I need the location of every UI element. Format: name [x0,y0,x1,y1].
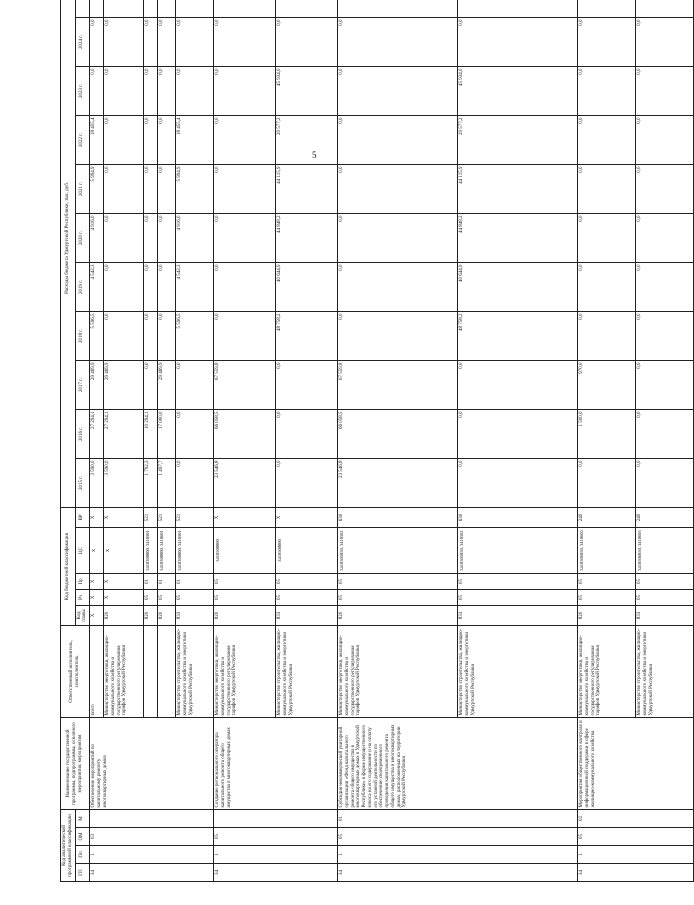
pr-cell: 05 [338,573,458,589]
pr-cell: 05 [578,573,636,589]
responsible-cell: Министерство строительства, жилищно-коммунального хозяйства и энергетики Удмуртской Республики [276,625,338,717]
program-name-cell: Создание регионального оператора капитального ремонта общего имущества в многоквартирных домах [214,717,338,809]
amount-cell: 0,0 [144,66,158,115]
amount-cell: 3 590,0 [104,458,144,507]
year-header: 2020 г. [75,213,90,262]
om-cell: 05 [214,828,338,846]
amount-cell: 0,0 [90,66,104,115]
amount-cell: 0,0 [90,17,104,66]
amount-cell: 0,0 [158,164,176,213]
amount-cell: 0,0 [636,164,694,213]
amount-cell: 45 934,0 [276,66,338,115]
amount-cell: 29 577,2 [276,115,338,164]
vr-cell: 521 [176,507,214,527]
amount-cell: 4 542,3 [90,262,104,311]
amount-cell: 5 596,5 [90,311,104,360]
amount-cell: 0,0 [104,115,144,164]
cs-cell: X [90,527,104,573]
cs-cell: 3410505050, 3410581 [458,527,578,573]
amount-cell [176,0,214,17]
responsible-cell [158,625,176,717]
pr-cell: X [90,573,104,589]
pr-cell: X [104,573,144,589]
vr-cell: 240 [636,507,694,527]
amount-cell: 970,0 [578,360,636,409]
amount-cell: 27 294,1 [104,409,144,458]
amount-cell: 0,0 [458,360,578,409]
amount-cell: 10 294,1 [144,409,158,458]
year-header [75,0,90,17]
amount-cell: 0,0 [338,66,458,115]
grbs-cell: 820 [338,605,458,625]
table-body [90,0,694,882]
amount-cell: 1 500,0 [578,409,636,458]
year-header: 2024 г. [75,17,90,66]
amount-cell: 0,0 [276,360,338,409]
pp-header: Пп [75,846,90,864]
grbs-cell: 833 [176,605,214,625]
amount-cell: 0,0 [636,262,694,311]
cs-cell: 3410300000, 3410601 [158,527,176,573]
amount-cell: 0,0 [636,213,694,262]
table-row [214,0,276,882]
amount-cell: 67 559,8 [338,360,458,409]
pr-cell: 05 [458,573,578,589]
year-header: 2022 г. [75,115,90,164]
gp-cell: 34 [90,864,214,882]
amount-cell [104,0,144,17]
amount-cell: 0,0 [636,458,694,507]
amount-cell: 44 115,9 [276,164,338,213]
vr-cell: X [214,507,276,527]
amount-cell: 48 758,2 [458,311,578,360]
rotated-table-sheet [60,19,654,882]
year-header: 2019 г. [75,262,90,311]
rz-cell: 05 [578,589,636,605]
amount-cell: 5 596,5 [176,311,214,360]
amount-cell: 0,0 [636,409,694,458]
amount-cell: 0,0 [636,17,694,66]
amount-cell: 29 469,9 [104,360,144,409]
gp-header: ГП [75,864,90,882]
responsible-cell: Министерство строительства, жилищно-коммунального хозяйства и энергетики Удмуртской Республики [458,625,578,717]
cs-cell: 3410300000, 3410501 [144,527,158,573]
amount-cell: 0,0 [176,17,214,66]
amount-cell: 0,0 [176,66,214,115]
amount-cell: 29 469,9 [90,360,104,409]
amount-cell: 0,0 [214,66,276,115]
amount-cell: 0,0 [104,311,144,360]
m-cell: 02 [578,809,694,827]
m-cell [214,809,338,827]
grbs-cell: 833 [458,605,578,625]
year-header: 2017 г. [75,360,90,409]
amount-cell: 4 542,3 [176,262,214,311]
amount-cell: 0,0 [158,66,176,115]
pr-cell: 05 [276,573,338,589]
amount-cell: 0,0 [338,213,458,262]
rz-cell: X [104,589,144,605]
amount-cell: 0,0 [176,360,214,409]
vr-cell: 630 [458,507,578,527]
cs-cell: 3410500000 [214,527,276,573]
amount-cell: 0,0 [158,115,176,164]
rz-cell: 05 [338,589,458,605]
grbs-cell: 820 [104,605,144,625]
amount-cell: 0,0 [104,262,144,311]
vr-cell: X [90,507,104,527]
amount-cell: 0,0 [214,164,276,213]
pr-cell: 01 [158,573,176,589]
amount-cell: 0,0 [214,17,276,66]
vr-cell: 630 [338,507,458,527]
gp-cell: 34 [338,864,578,882]
grbs-header: Код главы [75,605,90,625]
grbs-cell: 820 [144,605,158,625]
grbs-cell: 833 [636,605,694,625]
responsible-cell: Министерство строительства, жилищно-коммунального хозяйства и энергетики Удмуртской Республики [176,625,214,717]
cs-cell: 3410506050, 3410605 [636,527,694,573]
om-cell: 05 [338,828,578,846]
om-cell: 05 [578,828,694,846]
amount-cell: 0,0 [578,262,636,311]
amount-cell: 0,0 [144,262,158,311]
program-code-group-header: Код аналитической программной классификации [61,809,76,881]
m-cell: 01 [338,809,578,827]
amount-cell: 0,0 [338,17,458,66]
amount-cell: 23 546,8 [214,458,276,507]
amount-cell: 0,0 [214,213,276,262]
amount-cell: 0,0 [214,115,276,164]
amount-cell: 0,0 [276,458,338,507]
amount-cell: 66 058,5 [338,409,458,458]
amount-cell: 44 848,2 [276,213,338,262]
pr-cell: 01 [176,573,214,589]
amount-cell: 0,0 [158,213,176,262]
amount-cell: 44 848,2 [458,213,578,262]
pr-header: Пр [75,573,90,589]
amount-cell: 4 916,0 [176,213,214,262]
responsible-cell: Министерство энергетики, жилищно-коммунального хозяйства и государственного регулирования тарифов Удмуртской Республики [104,625,144,717]
amount-cell: 66 058,5 [214,409,276,458]
amount-cell: 0,0 [276,409,338,458]
grbs-cell: X [90,605,104,625]
amount-cell: 0,0 [458,409,578,458]
amount-cell [636,0,694,17]
amount-cell: 0,0 [458,17,578,66]
pp-cell: 1 [338,846,578,864]
amount-cell: 18 455,4 [90,115,104,164]
amount-cell: 0,0 [338,262,458,311]
amount-cell: 0,0 [276,17,338,66]
amount-cell: 0,0 [104,66,144,115]
vr-cell: 521 [144,507,158,527]
m-header: М [75,809,90,827]
amount-cell [214,0,276,17]
amount-cell: 0,0 [338,311,458,360]
pr-cell: 01 [144,573,158,589]
amount-cell: 0,0 [636,360,694,409]
year-header: 2018 г. [75,311,90,360]
amount-cell: 0,0 [144,164,158,213]
amount-cell: 23 546,8 [338,458,458,507]
amount-cell: 0,0 [144,360,158,409]
amount-cell: 0,0 [158,262,176,311]
table-row [578,0,636,882]
amount-cell: 48 758,2 [276,311,338,360]
vr-header: ВР [75,507,90,527]
amount-cell: 0,0 [176,409,214,458]
amount-cell [276,0,338,17]
amount-cell: 5 994,9 [176,164,214,213]
budget-table [60,0,694,882]
amount-cell: 29 577,2 [458,115,578,164]
amount-cell: 40 644,9 [276,262,338,311]
amount-cell: 0,0 [636,115,694,164]
pp-cell: 1 [578,846,694,864]
amount-cell: 0,0 [578,213,636,262]
amount-cell: 0,0 [578,17,636,66]
om-header: ОМ [75,828,90,846]
amount-cell [578,0,636,17]
name-header: Наименование государственной программы, подпрограммы, основного мероприятия, мероприятия [61,717,90,809]
responsible-cell: Министерство строительства, жилищно-коммунального хозяйства и энергетики Удмуртской Республики [636,625,694,717]
om-cell: 03 [90,828,214,846]
amount-cell: 0,0 [458,458,578,507]
program-name-cell: Обеспечение мероприятий по капитальному ремонту многоквартирных домов [90,717,214,809]
vr-cell: 240 [578,507,636,527]
program-name-cell: Субсидия некоммерческой унитарной организации «Фонд капитального ремонта общего имущества в многоквартирных домах в Удмуртской Республике» в форме имущественного взноса на его содержание и на оплату его уставной деятельности по обеспечению своевременного проведения капитального ремонта общего имущества в многоквартирных домах, расположенных на территории Удмуртской Республики [338,717,578,809]
amount-cell [144,0,158,17]
amount-cell: 17 000,0 [158,409,176,458]
amount-cell: 0,0 [104,213,144,262]
table-row [338,0,458,882]
cs-cell: 3410500000 [276,527,338,573]
amount-cell: 3 590,0 [90,458,104,507]
responsible-cell: Министерство энергетики, жилищно-коммунального хозяйства и государственного регулирования тарифов Удмуртской Республики [338,625,458,717]
amount-cell: 0,0 [636,66,694,115]
expenses-group-header: Расходы бюджета Удмуртской Республики, тыс. руб. [61,0,76,507]
vr-cell: X [104,507,144,527]
vr-cell: 521 [158,507,176,527]
amount-cell: 0,0 [214,311,276,360]
grbs-cell: 820 [214,605,276,625]
amount-cell: 0,0 [636,311,694,360]
amount-cell: 0,0 [144,17,158,66]
amount-cell: 0,0 [578,458,636,507]
rz-cell: X [90,589,104,605]
amount-cell: 18 455,4 [176,115,214,164]
amount-cell: 0,0 [144,311,158,360]
amount-cell: 5 994,9 [90,164,104,213]
rz-cell: 05 [458,589,578,605]
vr-cell: X [276,507,338,527]
amount-cell: 0,0 [578,66,636,115]
amount-cell: 0,0 [578,311,636,360]
year-header: 2016 г. [75,409,90,458]
amount-cell: 29 469,9 [158,360,176,409]
amount-cell: 1 497,7 [158,458,176,507]
cs-cell: X [104,527,144,573]
amount-cell: 45 934,0 [458,66,578,115]
amount-cell: 0,0 [214,262,276,311]
rz-cell: 05 [176,589,214,605]
grbs-cell: 833 [276,605,338,625]
responsible-header: Ответственный исполнитель, соисполнитель [61,625,90,717]
amount-cell: 40 644,9 [458,262,578,311]
amount-cell: 0,0 [104,17,144,66]
pr-cell: 05 [214,573,276,589]
amount-cell [458,0,578,17]
budget-code-group-header: Код бюджетной классификации [61,507,76,625]
responsible-cell: Министерство энергетики, жилищно-коммунального хозяйства и государственного регулирования тарифов Удмуртской Республики [578,625,636,717]
amount-cell: 0,0 [104,164,144,213]
responsible-cell: всего [90,625,104,717]
grbs-cell: 820 [158,605,176,625]
amount-cell: 0,0 [338,164,458,213]
rz-cell: 05 [158,589,176,605]
amount-cell: 67 559,8 [214,360,276,409]
amount-cell: 0,0 [158,311,176,360]
rz-header: Рз [75,589,90,605]
amount-cell: 0,0 [578,115,636,164]
page-number: 5 [312,150,317,160]
m-cell [90,809,214,827]
amount-cell: 1 792,3 [144,458,158,507]
amount-cell: 44 115,9 [458,164,578,213]
pp-cell: 1 [214,846,338,864]
cs-header: ЦС [75,527,90,573]
rz-cell: 05 [214,589,276,605]
year-header: 2023 г. [75,66,90,115]
amount-cell: 4 916,0 [90,213,104,262]
rz-cell: 05 [276,589,338,605]
rz-cell: 05 [636,589,694,605]
pr-cell: 05 [636,573,694,589]
cs-cell: 3410505050, 3410581 [338,527,458,573]
year-header: 2015 г. [75,458,90,507]
year-header: 2021 г. [75,164,90,213]
responsible-cell: Министерство энергетики, жилищно-коммунального хозяйства и государственного регулирования тарифов Удмуртской Республики [214,625,276,717]
amount-cell [90,0,104,17]
gp-cell: 34 [214,864,338,882]
amount-cell [338,0,458,17]
amount-cell: 0,0 [176,458,214,507]
rz-cell: 05 [144,589,158,605]
amount-cell: 27 294,1 [90,409,104,458]
amount-cell [158,0,176,17]
amount-cell: 0,0 [144,213,158,262]
program-name-cell: Мероприятия общественного контроля и информационной поддержки в сфере жилищно-коммунального хозяйства [578,717,694,809]
amount-cell: 0,0 [338,115,458,164]
responsible-cell [144,625,158,717]
amount-cell: 0,0 [158,17,176,66]
cs-cell: 3410506050, 3410605 [578,527,636,573]
cs-cell: 3410300000, 3410501 [176,527,214,573]
amount-cell: 0,0 [578,164,636,213]
pp-cell: 1 [90,846,214,864]
gp-cell: 34 [578,864,694,882]
grbs-cell: 820 [578,605,636,625]
table-row [90,0,104,882]
amount-cell: 0,0 [144,115,158,164]
